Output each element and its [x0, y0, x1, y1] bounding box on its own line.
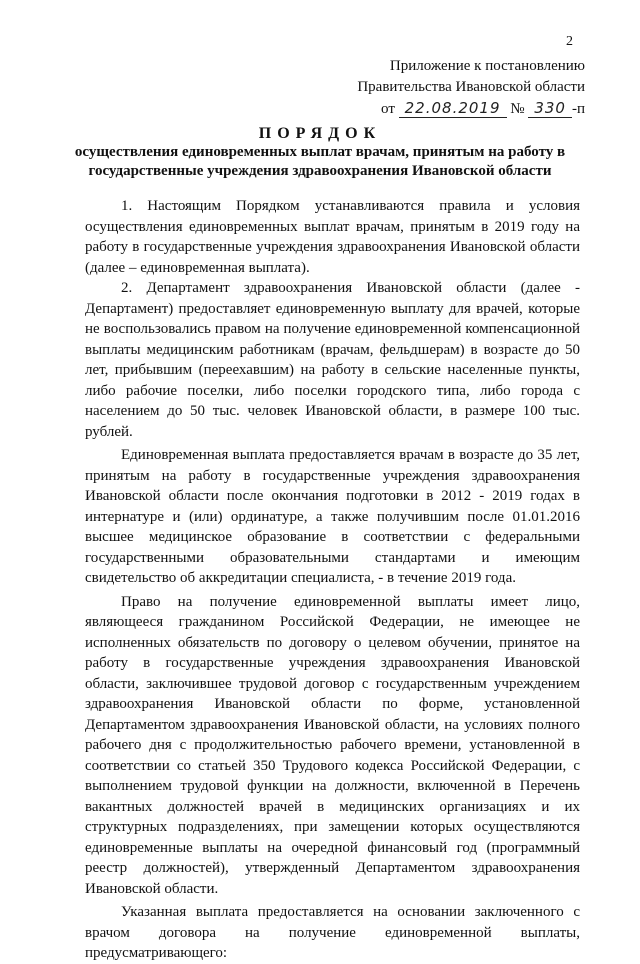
approval-line-2: Правительства Ивановской области: [357, 79, 585, 95]
date-prefix: от: [381, 101, 395, 117]
approval-line-1: Приложение к постановлению: [389, 58, 585, 74]
number-suffix: -п: [571, 101, 585, 117]
document-body: [85, 196, 580, 964]
handwritten-number: 330: [528, 99, 572, 118]
page-number: 2: [566, 34, 573, 49]
handwritten-date: 22.08.2019: [399, 99, 507, 118]
approval-block: [325, 56, 585, 120]
document-title: ПОРЯДОК: [258, 125, 382, 142]
paragraph-2: 2. Департамент здравоохранения Ивановской области (далее - Департамент) предоставляет единовременную выплату для врачей, которые не воспользовались правом на получение единовременной компенсационной выплаты медицинским работникам (врачам, фельдшерам) в возрасте до 50 лет, прибывшим (переехавшим) на работу в сельские населенные пункты, либо рабочие поселки, либо поселки городского типа, либо города с населением до 50 тыс. человек Ивановской области, в размере 100 тыс. рублей.: [85, 280, 580, 440]
paragraph-5: Указанная выплата предоставляется на основании заключенного с врачом договора на получение единовременной выплаты, предусматривающего:: [85, 904, 580, 961]
paragraph-3: Единовременная выплата предоставляется врачам в возрасте до 35 лет, принятым на работу в государственные учреждения здравоохранения Ивановской области после окончания подготовки в 2012 - 2019 годах в интернатуре и (или) ординатуре, а также получившим после 01.01.2016 высшее медицинское образование в соответствии с федеральными государственными образовательными стандартами и имеющим свидетельство об аккредитации специалиста, - в течение 2019 года.: [85, 447, 580, 586]
document-subtitle: осуществления единовременных выплат врачам, принятым на работу в государственные учреждения здравоохранения Ивановской области: [74, 144, 566, 179]
paragraph-1: 1. Настоящим Порядком устанавливаются правила и условия осуществления единовременных выплат врачам, принятым в 2019 году на работу в государственные учреждения здравоохранения Ивановской области (далее – единовременная выплата).: [85, 198, 580, 276]
paragraph-4: Право на получение единовременной выплаты имеет лицо, являющееся гражданином Российской Федерации, не имеющее не исполненных обязательств по договору о целевом обучении, принятое на работу в государственные учреждения здравоохранения Ивановской области, заключившее трудовой договор с государственным учреждением здравоохранения Ивановской области по форме, установленной Департаментом здравоохранения Ивановской области, на условиях полного рабочего дня с продолжительностью рабочего времени, установленной в соответствии со статьей 350 Трудового кодекса Российской Федерации, с выполнением трудовой функции на должности, включенной в Перечень вакантных должностей врачей в медицинских организациях и их структурных подразделениях, при замещении которых осуществляются единовременные выплаты на очередной финансовый год (программный реестр должностей), утвержденный Департаментом здравоохранения Ивановской области.: [85, 593, 580, 897]
approval-date-line: [325, 98, 585, 120]
number-prefix: №: [510, 101, 525, 117]
